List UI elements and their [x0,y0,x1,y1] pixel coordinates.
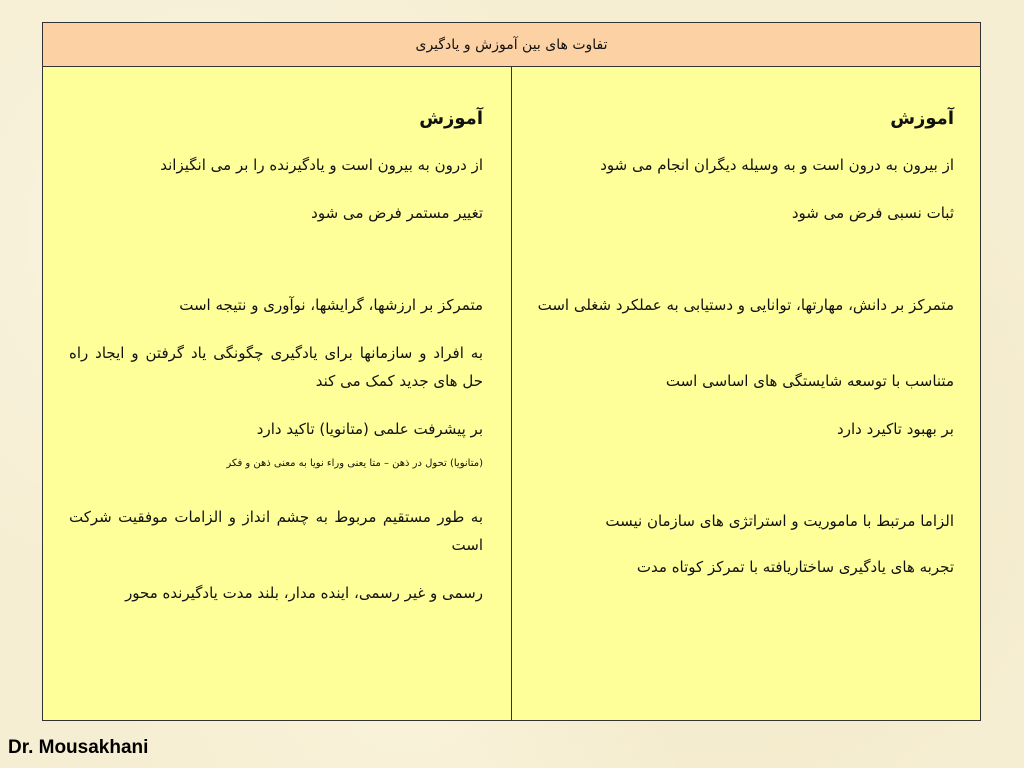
right-row-6: الزاما مرتبط با ماموریت و استراتژی های سازمان نیست [605,512,954,530]
left-column [43,67,511,720]
left-row-5: بر پیشرفت علمی (متانویا) تاکید دارد [256,420,483,438]
left-row-1: از درون به بیرون است و یادگیرنده را بر می انگیزاند [160,156,483,174]
comparison-table [42,22,981,721]
left-row-6: به طور مستقیم مربوط به چشم انداز و الزامات موفقیت شرکت است [69,508,483,554]
right-column [511,67,980,720]
right-row-7: تجربه های یادگیری ساختاریافته با تمرکز کوتاه مدت [636,558,954,576]
table-body [43,67,980,720]
left-column-heading: آموزش [419,108,483,129]
table-title: تفاوت های بین آموزش و یادگیری [43,23,980,67]
left-row-4: به افراد و سازمانها برای یادگیری چگونگی یاد گرفتن و ایجاد راه حل های جدید کمک می کند [69,344,483,390]
left-row-note: (متانویا) تحول در ذهن – متا یعنی وراء نویا به معنی ذهن و فکر [226,458,483,469]
left-row-3: متمرکز بر ارزشها، گرایشها، نوآوری و نتیجه است [179,296,483,314]
left-row-2: تغییر مستمر فرض می شود [311,204,483,222]
right-row-1: از بیرون به درون است و به وسیله دیگران انجام می شود [600,156,954,174]
right-row-4: متناسب با توسعه شایستگی های اساسی است [665,372,954,390]
right-row-5: بر بهبود تاکیرد دارد [837,420,954,438]
right-row-3: متمرکز بر دانش، مهارتها، توانایی و دستیابی به عملکرد شغلی است [537,296,954,314]
left-row-7: رسمی و غیر رسمی، اینده مدار، بلند مدت یادگیرنده محور [125,584,483,602]
right-column-heading: آموزش [890,108,954,129]
author-footer: Dr. Mousakhani [8,737,149,758]
right-row-2: ثبات نسبی فرض می شود [791,204,954,222]
